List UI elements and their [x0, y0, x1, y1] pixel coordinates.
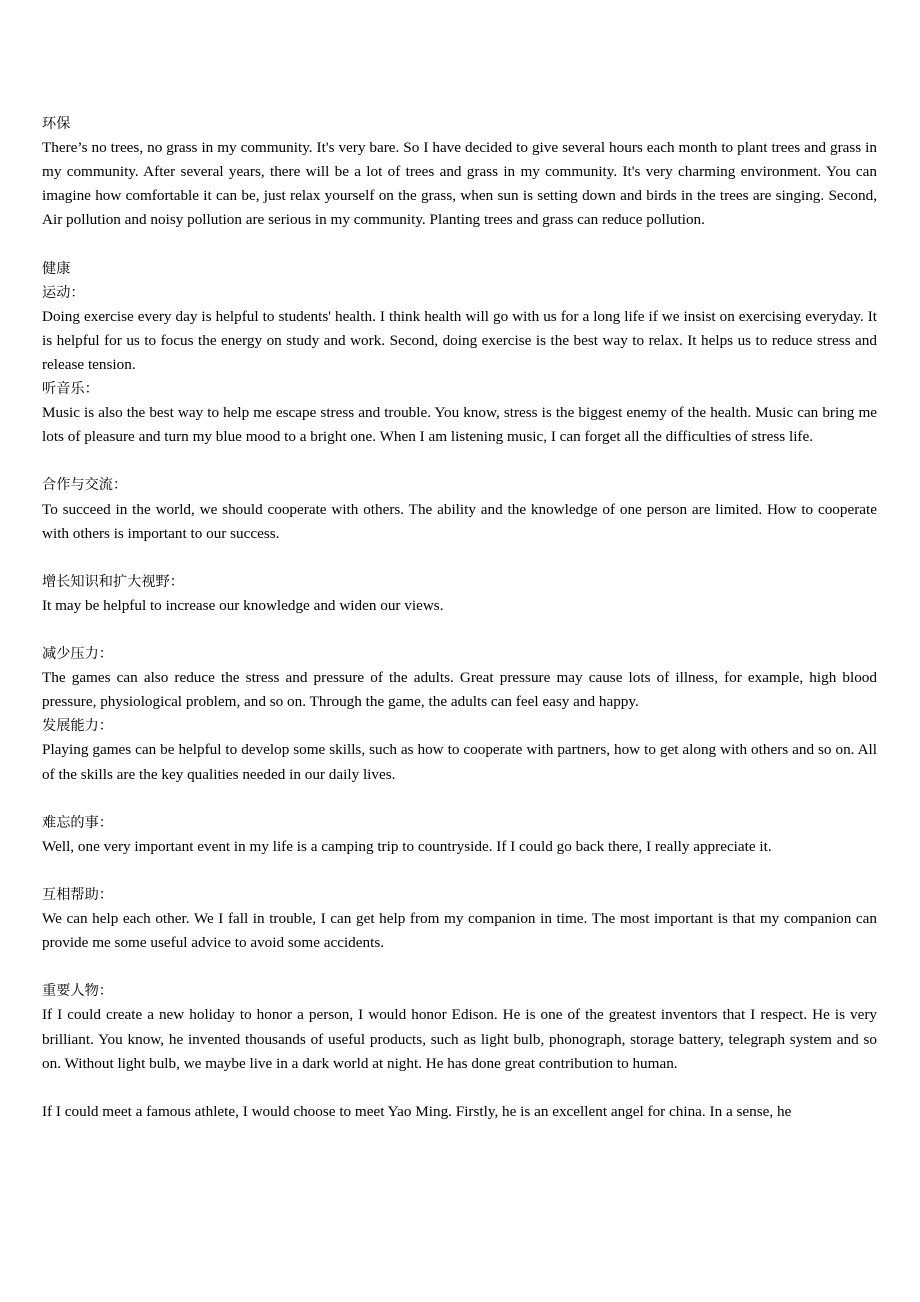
section-heading: 互相帮助：: [42, 887, 113, 903]
blank-line: [42, 232, 877, 256]
section-heading: 健康: [42, 260, 71, 277]
section-heading: 合作与交流：: [42, 477, 128, 494]
paragraph: It may be helpful to increase our knowledge and widen our views.: [42, 596, 444, 614]
paragraph: The games can also reduce the stress and pressure of the adults. Great pressure may cause lots of illness, for example, high blood pressure, physiological problem, and so on. Through the game, the adults can feel easy and happy.: [42, 669, 877, 711]
paragraph: There’s no trees, no grass in my community. It's very bare. So I have decided to give several hours each month to plant trees and grass in my community. After several years, there will be a lot of trees and grass in my community. It's very charming environment. You can imagine how comfortable it can be, just relax yourself on the grass, when sun is setting down and birds in the trees are singing. Second, Air pollution and noisy pollution are serious in my community. Planting trees and grass can reduce pollution.: [42, 139, 877, 229]
paragraph: If I could meet a famous athlete, I would choose to meet Yao Ming. Firstly, he is an excellent angel for china. In a sense, he: [42, 1102, 792, 1120]
paragraph: Doing exercise every day is helpful to students' health. I think health will go with us for a long life if we insist on exercising everyday. It is helpful for us to focus the energy on study and work. Second, doing exercise is the best way to relax. It helps us to reduce stress and release tension.: [42, 307, 877, 373]
section-heading: 环保: [42, 116, 71, 132]
section-reduce-stress: [42, 642, 877, 787]
paragraph: We can help each other. We I fall in trouble, I can get help from my companion in time. The most important is that my companion can provide me some useful advice to avoid some accidents.: [42, 910, 877, 952]
section-memorable-event: [42, 811, 877, 859]
section-heading: 减少压力：: [42, 646, 113, 663]
section-heading: 重要人物：: [42, 983, 113, 1000]
blank-line: [42, 787, 877, 811]
blank-line: [42, 546, 877, 570]
section-important-person: [42, 979, 877, 1124]
document-body: [42, 112, 877, 1124]
section-knowledge: [42, 570, 877, 618]
blank-line: [42, 1076, 877, 1100]
section-heading: 难忘的事：: [42, 814, 113, 831]
subsection-heading: 发展能力：: [42, 718, 113, 735]
blank-line: [42, 618, 877, 642]
subsection-heading: 听音乐：: [42, 381, 99, 398]
section-cooperation: [42, 473, 877, 545]
paragraph: Playing games can be helpful to develop some skills, such as how to cooperate with partners, how to get along with others and so on. All of the skills are the key qualities needed in our daily lives.: [42, 741, 877, 783]
blank-line: [42, 859, 877, 883]
blank-line: [42, 449, 877, 473]
section-environment: [42, 112, 877, 232]
section-health: [42, 257, 877, 450]
subsection-heading: 运动：: [42, 284, 85, 301]
section-mutual-help: [42, 883, 877, 955]
paragraph: To succeed in the world, we should cooperate with others. The ability and the knowledge of one person are limited. How to cooperate with others is important to our success.: [42, 500, 877, 542]
blank-line: [42, 955, 877, 979]
section-heading: 增长知识和扩大视野：: [42, 573, 184, 590]
paragraph: If I could create a new holiday to honor a person, I would honor Edison. He is one of the greatest inventors that I respect. He is very brilliant. You know, he invented thousands of useful products, such as light bulb, phonograph, storage battery, telegraph system and so on. Without light bulb, we maybe live in a dark world at night. He has done great contribution to human.: [42, 1006, 877, 1072]
paragraph: Music is also the best way to help me escape stress and trouble. You know, stress is the biggest enemy of the health. Music can bring me lots of pleasure and turn my blue mood to a bright one. When I am listening music, I can forget all the difficulties of stress life.: [42, 404, 877, 446]
paragraph: Well, one very important event in my life is a camping trip to countryside. If I could go back there, I really appreciate it.: [42, 837, 772, 855]
